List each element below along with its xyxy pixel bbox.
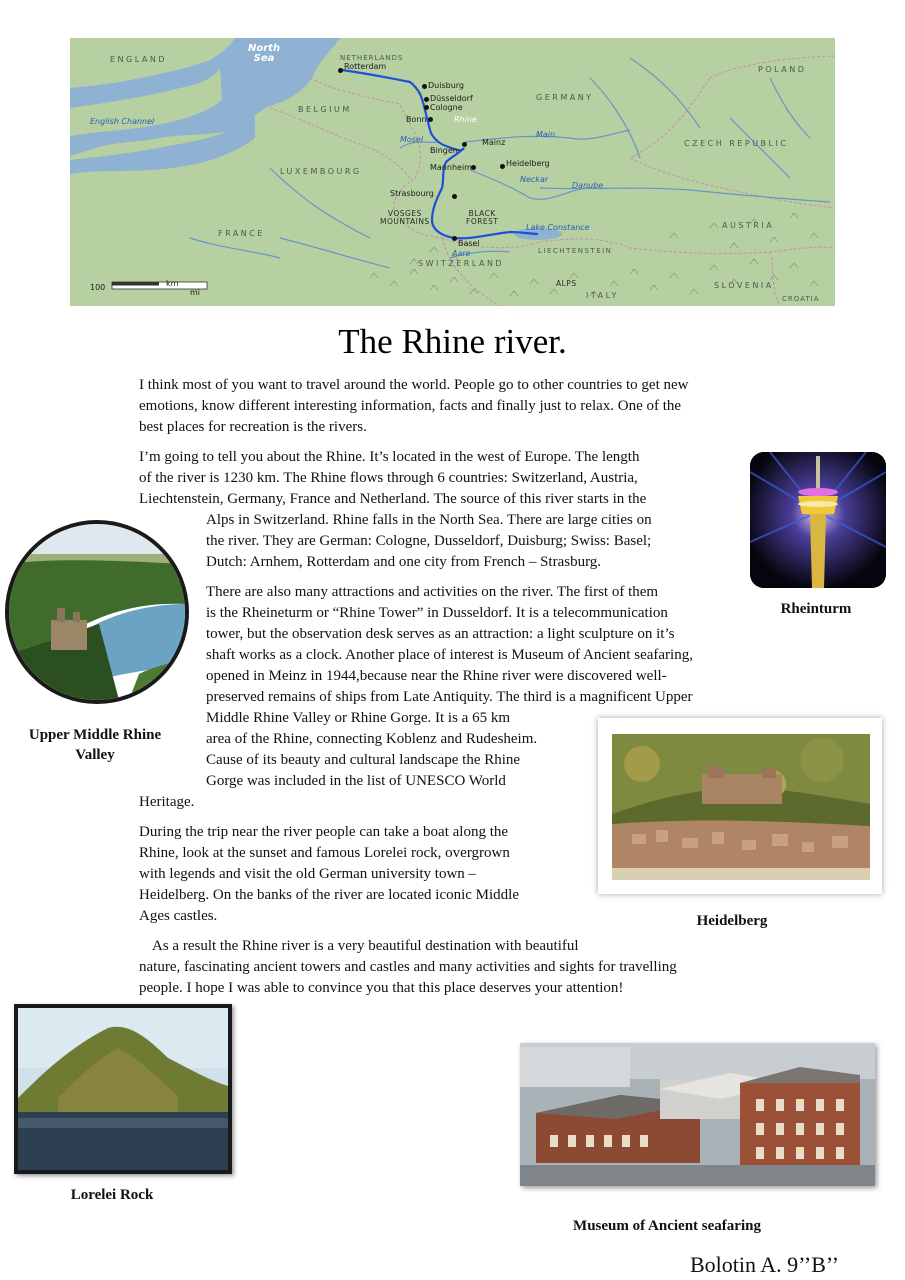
netherlands-label: NETHERLANDS (340, 54, 404, 62)
valley-caption-line: Valley (75, 747, 115, 763)
text-line: Rhine, look at the sunset and famous Lorelei rock, overgrown (139, 845, 510, 861)
mainz-dot (462, 142, 467, 147)
museum-image (520, 1043, 875, 1186)
switzerland-label: SWITZERLAND (418, 259, 505, 268)
luxembourg-label: LUXEMBOURG (280, 167, 362, 176)
croatia-label: CROATIA (782, 295, 820, 303)
rheinturm-image (750, 452, 886, 588)
english-channel-label: English Channel (90, 117, 155, 126)
alps-label: ALPS (556, 279, 577, 288)
heidelberg-frame (598, 718, 882, 894)
valley-photo (5, 520, 189, 704)
text-line: Cause of its beauty and cultural landscape the Rhine (206, 752, 521, 768)
mannheim-label: Mannheim (430, 163, 472, 172)
cologne-label: Cologne (430, 103, 463, 112)
heidelberg-caption: Heidelberg (696, 913, 768, 929)
czech-label: CZECH REPUBLIC (684, 139, 789, 148)
heidelberg-map-label: Heidelberg (506, 159, 550, 168)
valley-caption (14, 725, 176, 765)
main-river-label: Main (536, 130, 556, 139)
england-label: ENGLAND (110, 55, 167, 64)
rheinturm-photo (750, 452, 886, 588)
text-line: is the Rheineturm or “Rhine Tower” in Dusseldorf. It is a telecommunication (206, 605, 668, 621)
text-line: with legends and visit the old German university town – (139, 866, 477, 882)
slovenia-label: SLOVENIA (714, 281, 774, 290)
text-line: Ages castles. (139, 908, 218, 924)
text-line: emotions, know different interesting information, facts and finally just to relax. One of the (139, 398, 682, 414)
mosel-label: Mosel (400, 135, 424, 144)
scale-mi-label: mi (190, 288, 201, 297)
text-line: Liechtenstein, Germany, France and Netherland. The source of this river starts in the (139, 491, 647, 507)
text-line: Heritage. (139, 794, 195, 810)
black-forest-label-2: FOREST (466, 216, 499, 226)
duisburg-label: Duisburg (428, 81, 464, 90)
text-line: I’m going to tell you about the Rhine. It’s located in the west of Europe. The length (139, 449, 640, 465)
vosges-label-1: VOSGES (387, 209, 422, 218)
heidelberg-photo (612, 734, 870, 880)
austria-label: AUSTRIA (722, 221, 775, 230)
paragraph-about-rhine-a (139, 447, 646, 510)
text-line: nature, fascinating ancient towers and castles and many activities and sights for travelling (139, 959, 677, 975)
text-line: Heidelberg. On the banks of the river are located iconic Middle (139, 887, 520, 903)
lake-constance-label: Lake Constance (526, 223, 590, 232)
lorelei-photo (14, 1004, 232, 1174)
neckar-label: Neckar (520, 175, 549, 184)
text-line: Gorge was included in the list of UNESCO World (206, 773, 506, 789)
danube-label: Danube (572, 181, 604, 190)
bonn-label: Bonn (406, 115, 427, 124)
text-line: of the river is 1230 km. The Rhine flows through 6 countries: Switzerland, Austria, (139, 470, 638, 486)
black-forest-label-1: BLACK (468, 209, 496, 218)
text-line: There are also many attractions and activities on the river. The first of them (206, 584, 659, 600)
heidelberg-image (612, 734, 870, 880)
museum-photo (520, 1043, 875, 1186)
strasbourg-dot (452, 194, 457, 199)
dusseldorf-label: Düsseldorf (430, 94, 473, 103)
dusseldorf-dot (424, 97, 429, 102)
valley-caption-line: Upper Middle Rhine (28, 727, 162, 743)
text-line: I think most of you want to travel around the world. People go to other countries to get new (139, 377, 689, 393)
liechtenstein-label: LIECHTENSTEIN (538, 247, 613, 255)
lorelei-caption: Lorelei Rock (70, 1187, 154, 1203)
scale-km-label: km (166, 279, 179, 288)
paragraph-conclusion (139, 936, 677, 999)
belgium-label: BELGIUM (298, 105, 352, 114)
text-line: people. I hope I was able to convince you that this place deserves your attention! (139, 980, 624, 996)
author-signature: Bolotin A. 9’’B’’ (690, 1252, 839, 1277)
text-line: Dutch: Arnhem, Rotterdam and one city from French – Strasburg. (206, 554, 602, 570)
bingen-label: Bingen (430, 146, 458, 155)
paragraph-trip (139, 822, 519, 927)
strasbourg-label: Strasbourg (390, 189, 434, 198)
museum-caption: Museum of Ancient seafaring (573, 1218, 761, 1234)
poland-label: POLAND (758, 65, 807, 74)
basel-dot (452, 236, 457, 241)
text-line: shaft works as a clock. Another place of interest is Museum of Ancient seafaring, (206, 647, 693, 663)
basel-label: Basel (458, 239, 480, 248)
rhine-map (70, 38, 835, 306)
france-label: FRANCE (218, 229, 265, 238)
text-line: Alps in Switzerland. Rhine falls in the North Sea. There are large cities on (206, 512, 652, 528)
rotterdam-label: Rotterdam (344, 62, 387, 71)
vosges-label-2: MOUNTAINS (380, 216, 430, 226)
text-line: the river. They are German: Cologne, Dusseldorf, Duisburg; Swiss: Basel; (206, 533, 652, 549)
text-line: area of the Rhine, connecting Koblenz and Rudesheim. (206, 731, 538, 747)
bonn-dot (428, 117, 433, 122)
paragraph-intro (139, 375, 688, 438)
rhine-river-label: Rhine (454, 115, 477, 124)
heidelberg-dot (500, 164, 505, 169)
page-title: The Rhine river. (338, 322, 567, 361)
duisburg-dot (422, 84, 427, 89)
text-line: As a result the Rhine river is a very beautiful destination with beautiful (152, 938, 579, 954)
north-sea-label-1: North (248, 43, 281, 54)
lorelei-image (18, 1008, 228, 1170)
germany-label: GERMANY (536, 93, 594, 102)
italy-label: ITALY (586, 291, 619, 300)
paragraph-about-rhine-b (206, 510, 652, 573)
text-line: preserved remains of ships from Late Antiquity. The third is a magnificent Upper (206, 689, 693, 705)
aare-label: Aare (452, 249, 471, 258)
rheinturm-caption: Rheinturm (780, 601, 852, 617)
text-line: best places for recreation is the rivers. (139, 419, 367, 435)
north-sea-label-2: Sea (253, 53, 275, 64)
rotterdam-dot (338, 68, 343, 73)
text-line: opened in Meinz in 1944,because near the Rhine river were discovered well- (206, 668, 667, 684)
scale-100-label: 100 (90, 283, 106, 292)
cologne-dot (424, 105, 429, 110)
paragraph-attractions-end (139, 792, 194, 813)
mainz-label: Mainz (482, 138, 506, 147)
text-line: During the trip near the river people can take a boat along the (139, 824, 509, 840)
valley-image (9, 524, 185, 700)
text-line: tower, but the observation desk serves as an attraction: a light sculpture on it’s (206, 626, 675, 642)
text-line: Middle Rhine Valley or Rhine Gorge. It is a 65 km (206, 710, 510, 726)
